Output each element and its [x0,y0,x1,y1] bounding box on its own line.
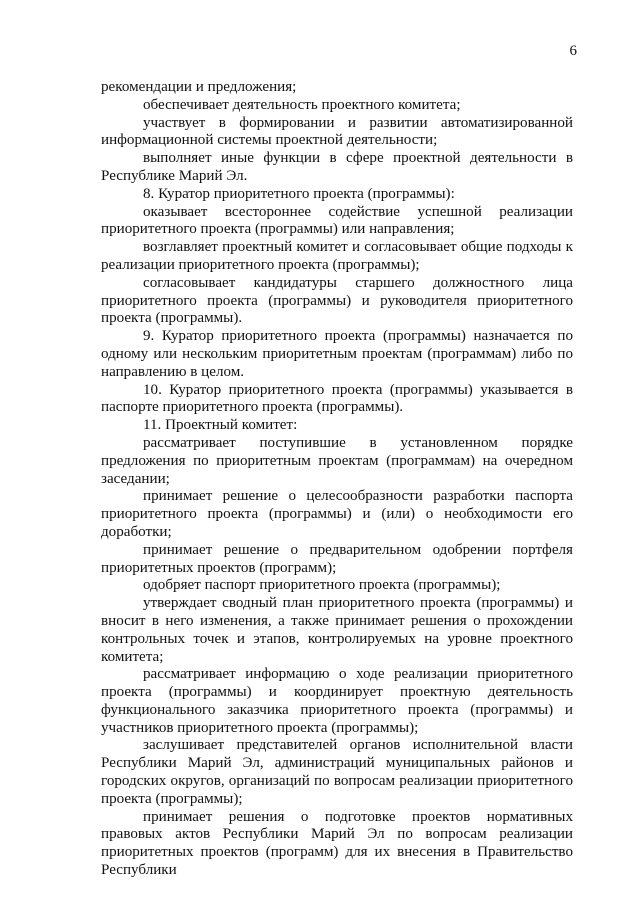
paragraph: принимает решение о предварительном одобрении портфеля приоритетных проектов (программ); [101,541,573,576]
paragraph: одобряет паспорт приоритетного проекта (программы); [143,577,501,594]
paragraph: принимает решение о целесообразности разработки паспорта приоритетного проекта (программы) и (или) о необходимости его доработки; [101,488,573,540]
paragraph: рассматривает информацию о ходе реализации приоритетного проекта (программы) и координирует проектную деятельность функционального заказчика приоритетного проекта (программы) и участников приоритетного проекта (программы); [101,666,573,736]
paragraph: утверждает сводный план приоритетного проекта (программы) и вносит в него изменения, а также принимает решения о прохождении контрольных точек и этапов, контролируемых на уровне проектного комитета; [101,595,573,665]
paragraph: выполняет иные функции в сфере проектной деятельности в Республике Марий Эл. [101,150,573,184]
paragraph: обеспечивает деятельность проектного комитета; [143,96,461,113]
paragraph: рассматривает поступившие в установленном порядке предложения по приоритетным проектам (программам) на очередном заседании; [101,434,573,487]
page-number: 6 [569,43,577,59]
paragraph: участвует в формировании и развитии автоматизированной информационной системы проектной деятельности; [101,114,573,149]
section-heading-8: 8. Куратор приоритетного проекта (программы): [143,185,455,202]
paragraph: оказывает всестороннее содействие успешной реализации приоритетного проекта (программы) или направления; [101,203,573,238]
section-heading-11: 11. Проектный комитет: [143,417,298,434]
paragraph: принимает решения о подготовке проектов нормативных правовых актов Республики Марий Эл по вопросам реализации приоритетных проектов (программ) для их внесения в Правительство Республики [101,808,573,879]
paragraph: согласовывает кандидатуры старшего должностного лица приоритетного проекта (программы) и руководителя приоритетного проекта (программы). [101,274,573,327]
paragraph: заслушивает представителей органов исполнительной власти Республики Марий Эл, администраций муниципальных районов и городских округов, организаций по вопросам реализации приоритетного проекта (программы); [101,737,573,807]
document-body [101,79,573,880]
paragraph: возглавляет проектный комитет и согласовывает общие подходы к реализации приоритетного проекта (программы); [101,239,573,273]
paragraph: рекомендации и предложения; [101,79,297,95]
section-9: 9. Куратор приоритетного проекта (программы) назначается по одному или нескольким приоритетным проектам (программам) либо по направлению в целом. [101,328,573,380]
section-10: 10. Куратор приоритетного проекта (программы) указывается в паспорте приоритетного проекта (программы). [101,381,573,416]
